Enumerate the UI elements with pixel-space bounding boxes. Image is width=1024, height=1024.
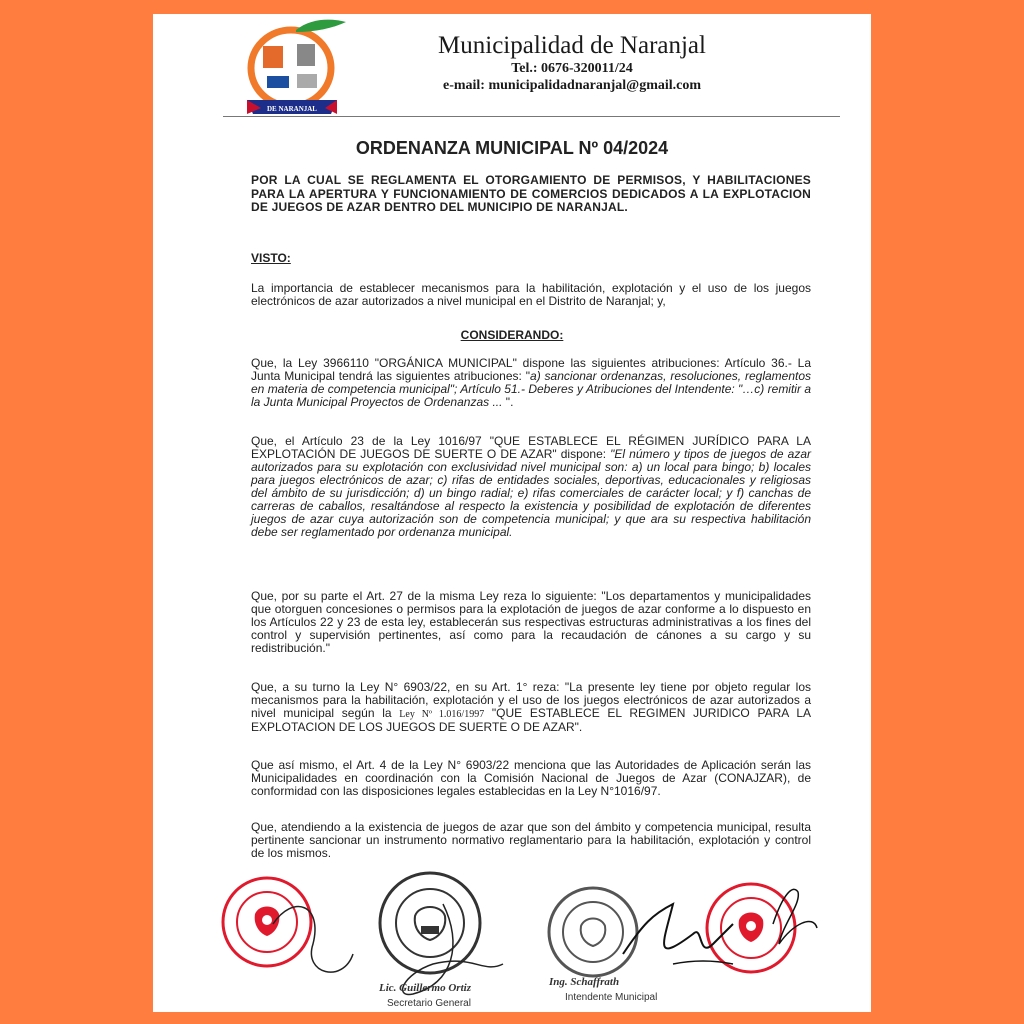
paragraph-ley-6903-text: Que, a su turno la Ley N° 6903/22, en su Art. 1° reza: "La presente ley tiene por objeto regular los mecanismos para la habilitación, explotación y el uso de los juegos electrónicos de azar autorizados a nivel municipal según la bbox=[251, 680, 811, 720]
mayor-name: Ing. Schaffrath bbox=[549, 976, 620, 988]
handwritten-signatures bbox=[153, 864, 871, 1012]
paragraph-ley-6903-reference: Ley Nº 1.016/1997 bbox=[399, 709, 485, 720]
mayor-role: Intendente Municipal bbox=[565, 992, 658, 1003]
paragraph-articulo-23-text: Que, el Artículo 23 de la Ley 1016/97 "QUE ESTABLECE EL RÉGIMEN JURÍDICO PARA LA EXPLOTACIÓN DE JUEGOS DE SUERTE O DE AZAR" dispone: bbox=[251, 434, 811, 461]
ordinance-subject: POR LA CUAL SE REGLAMENTA EL OTORGAMIENTO DE PERMISOS, Y HABILITACIONES PARA LA APERTURA Y FUNCIONAMIENTO DE COMERCIOS DEDICADOS A LA EXPLOTACION DE JUEGOS DE AZAR DENTRO DEL MUNICIPIO DE NARANJAL. bbox=[251, 173, 811, 214]
paragraph-articulo-27: Que, por su parte el Art. 27 de la misma Ley reza lo siguiente: "Los departamentos y municipalidades que otorguen concesiones o permisos para la explotación de juegos de azar conforme a lo dispuesto en los Artículos 22 y 23 de esta ley, establecerán sus respectivas estructuras administrativas a los fines del control y supervisión pertinentes, así como para la recaudación de cánones a su cargo y su redistribución." bbox=[251, 589, 811, 655]
document-page bbox=[153, 14, 871, 1012]
visto-heading: VISTO: bbox=[251, 251, 291, 265]
signature-area bbox=[153, 864, 871, 1012]
paragraph-ley-organica-quote: a) sancionar ordenanzas, resoluciones, reglamentos en materia de competencia municipal"; Artículo 51.- Deberes y Atribuciones del Intendente: "…c) remitir a la Junta Municipal Proyectos de Ordenanzas ... bbox=[251, 369, 812, 409]
header-divider bbox=[223, 116, 840, 117]
paragraph-ley-6903-end: "QUE ESTABLECE EL REGIMEN JURIDICO PARA LA EXPLOTACION DE LOS JUEGOS DE SUERTE O DE AZAR". bbox=[251, 706, 811, 734]
municipality-name: Municipalidad de Naranjal bbox=[438, 32, 706, 59]
logo-ribbon-text: DE NARANJAL bbox=[267, 105, 317, 113]
paragraph-conclusion: Que, atendiendo a la existencia de juegos de azar que son del ámbito y competencia municipal, resulta pertinente sancionar un instrumento normativo reglamentario para la habilitación, explotación y control de los mismos. bbox=[251, 820, 811, 860]
visto-paragraph: La importancia de establecer mecanismos para la habilitación, explotación y el uso de los juegos electrónicos de azar autorizados a nivel municipal en el Distrito de Naranjal; y, bbox=[251, 281, 811, 308]
municipality-email: e-mail: municipalidadnaranjal@gmail.com bbox=[442, 78, 702, 93]
paragraph-ley-organica-end: ". bbox=[502, 395, 514, 409]
secretary-name: Lic. Guillermo Ortiz bbox=[379, 982, 471, 994]
paragraph-articulo-23 bbox=[251, 435, 811, 539]
paragraph-ley-organica-text: Que, la Ley 3966110 "ORGÁNICA MUNICIPAL" dispone las siguientes atribuciones: Artículo 36.- La Junta Municipal tendrá las siguientes atribuciones: " bbox=[251, 356, 811, 383]
secretary-role: Secretario General bbox=[387, 998, 471, 1009]
considerando-heading: CONSIDERANDO: bbox=[460, 328, 564, 342]
ordinance-title: ORDENANZA MUNICIPAL Nº 04/2024 bbox=[355, 138, 669, 158]
paragraph-ley-6903 bbox=[251, 681, 811, 734]
paragraph-articulo-4: Que así mismo, el Art. 4 de la Ley N° 6903/22 menciona que las Autoridades de Aplicación serán las Municipalidades en coordinación con la Comisión Nacional de Juegos de Azar (CONAJZAR), de conformidad con las disposiciones legales establecidas en la Ley N°1016/97. bbox=[251, 758, 811, 798]
municipality-phone: Tel.: 0676-320011/24 bbox=[511, 61, 633, 76]
paragraph-articulo-23-quote: "El número y tipos de juegos de azar autorizados para su explotación con exclusividad nivel municipal son: a) un local para bingo; b) locales para juegos electrónicos de azar; c) rifas de entidades sociales, deportivas, educacionales y religiosas del ámbito de su jurisdicción; d) un bingo radial; e) rifas comerciales de carácter local; y f) canchas de carreras de caballos, resaltándose al respecto la existencia y posibilidad de explotación de diferentes juegos de azar cuya autorización son de competencia municipal; y que ara su respectiva habilitación debe ser reglamentado por ordenanza municipal. bbox=[251, 447, 811, 539]
paragraph-ley-organica bbox=[251, 357, 811, 409]
